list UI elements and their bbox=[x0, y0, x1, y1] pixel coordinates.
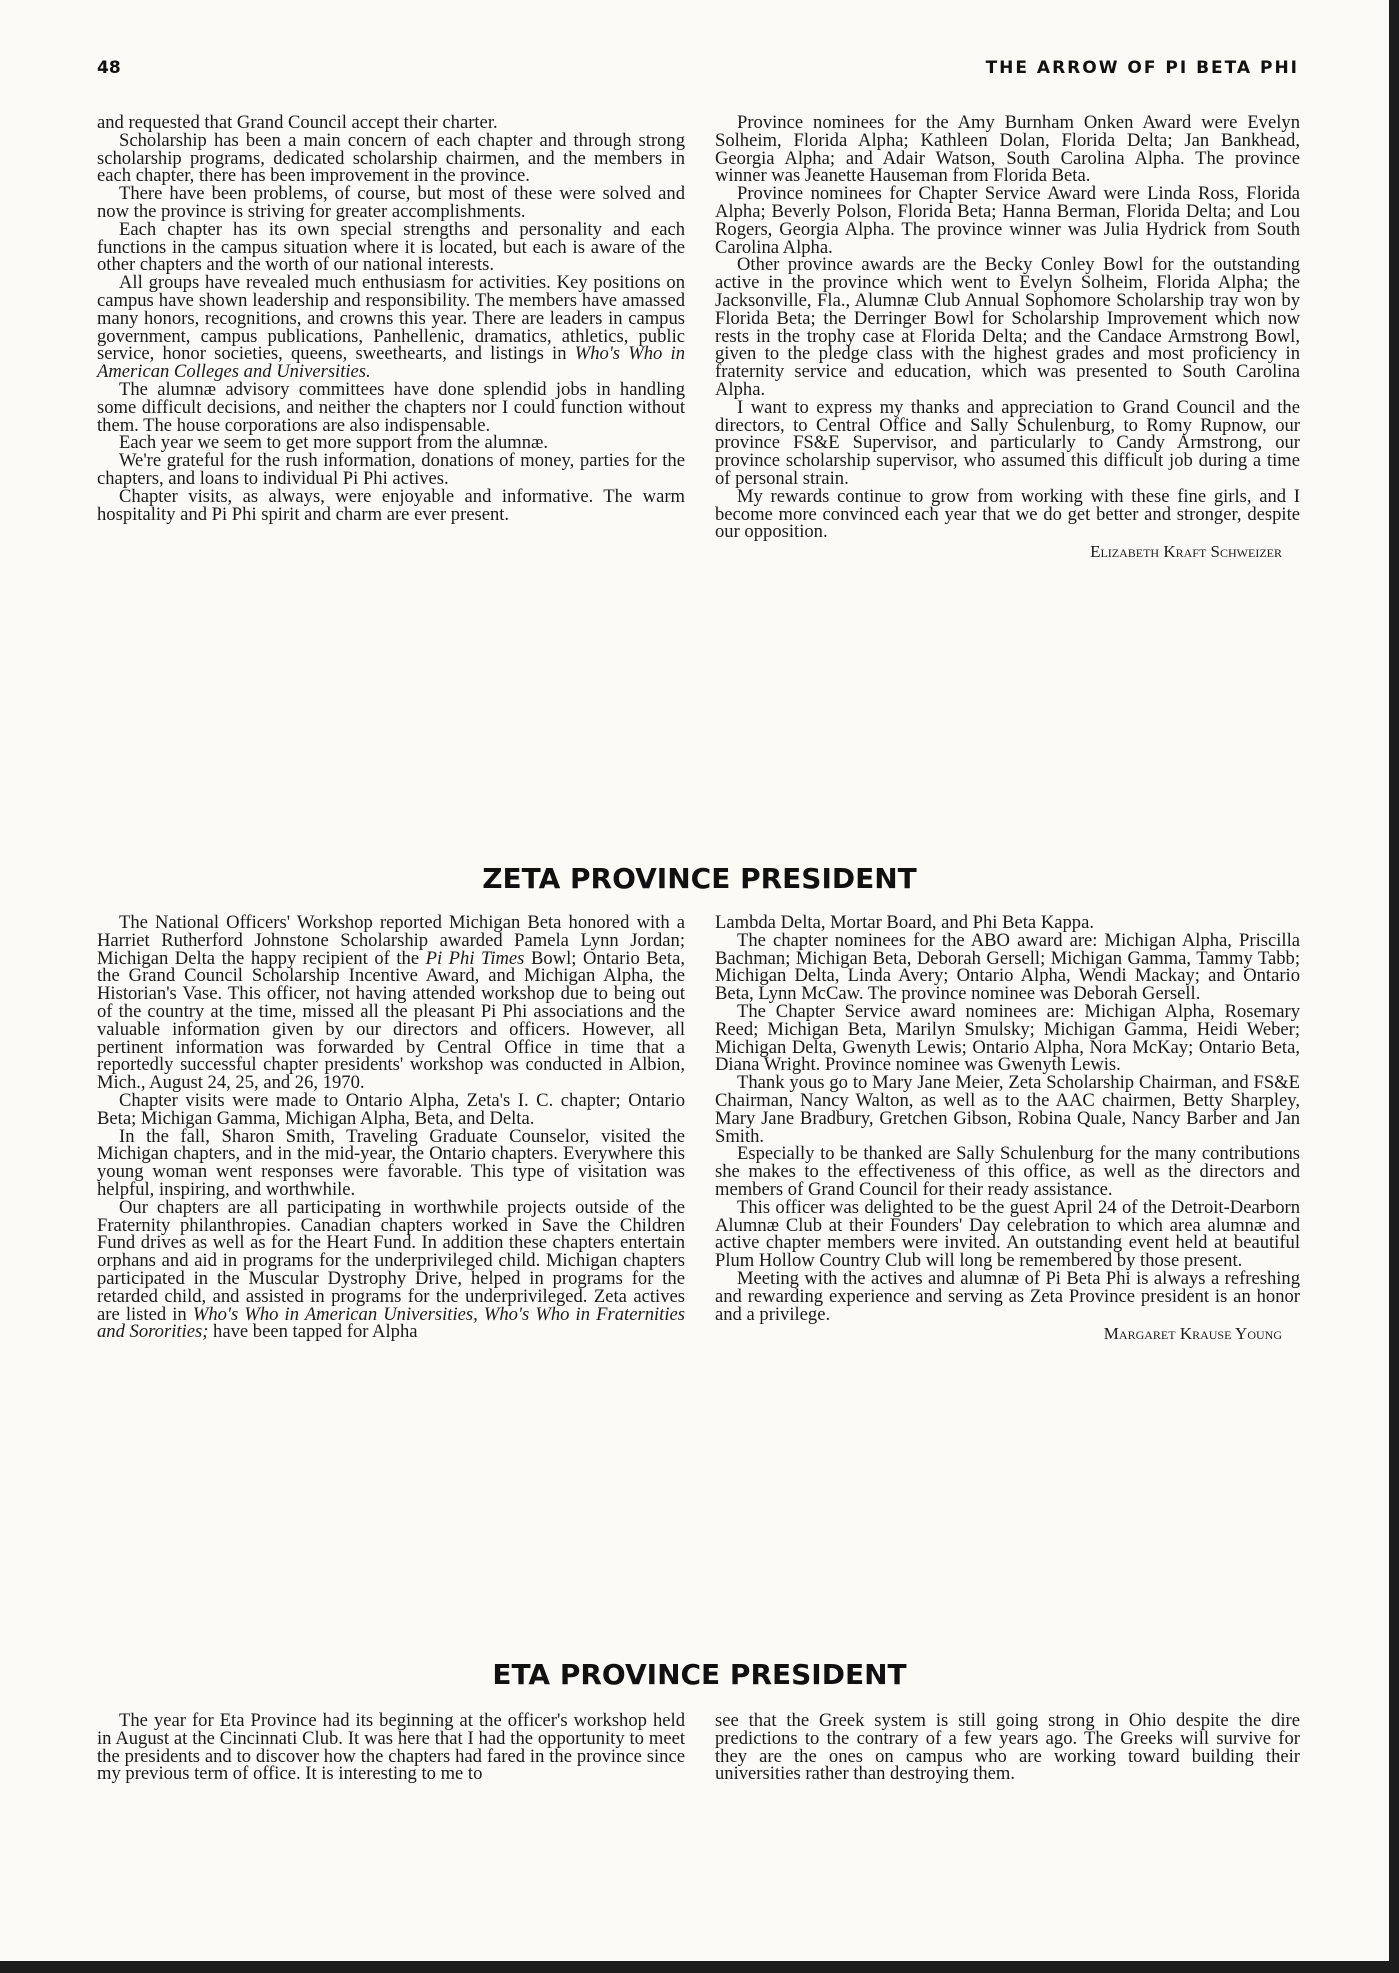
paragraph-text: Our chapters are all participating in worthwhile projects outside of the Fraternity philanthropies. Canadian chapters worked in Save the Children Fund drives as well as for the Heart Fund. In addition these chapters entertain orphans and aid in programs for the underprivileged child. Michigan chapters participated in the Muscular Dystrophy Drive, helped in programs for the retarded child, and assisted in programs for the underprivileged. Zeta actives are listed in bbox=[97, 1196, 685, 1325]
paragraph-text: The National Officers' Workshop reported Michigan Beta honored with a Harriet Rutherford Johnstone Scholarship awarded Pamela Lynn Jordan; Michigan Delta the happy recipient of the bbox=[97, 912, 685, 969]
signature: Elizabeth Kraft Schweizer bbox=[1090, 542, 1282, 562]
paragraph: Other province awards are the Becky Conley Bowl for the outstanding active in the province which went to Evelyn Solheim, Florida Alpha; the Jacksonville, Fla., Alumnæ Club Annual Sophomore Scholarship tray won by Florida Beta; the Derringer Bowl for Scholarship Improvement which now rests in the trophy case at Florida Delta; and the Candace Armstrong Bowl, given to the pledge class with the highest grades and most proficiency in fraternity service and education, which was presented to South Carolina Alpha. bbox=[715, 254, 1300, 400]
paragraph: I want to express my thanks and appreciation to Grand Council and the directors, to Central Office and Sally Schulenburg, to Romy Rupnow, our province FS&E Supervisor, and particularly to Candy Armstrong, our province scholarship supervisor, who assumed this difficult job during a time of personal strain. bbox=[715, 396, 1300, 489]
paragraph: Scholarship has been a main concern of each chapter and through strong scholarship programs, dedicated scholarship chairmen, and the members in each chapter, there has been improvement in the province. bbox=[97, 129, 685, 187]
zeta-right-column bbox=[715, 914, 1300, 1343]
paragraph: and requested that Grand Council accept their charter. bbox=[97, 112, 498, 133]
paragraph: Especially to be thanked are Sally Schulenburg for the many contributions she makes to the effectiveness of this office, as well as the directors and members of Grand Council for their ready assistance. bbox=[715, 1143, 1300, 1200]
paragraph: Thank yous go to Mary Jane Meier, Zeta Scholarship Chairman, and FS&E Chairman, Nancy Walton, as well as to the AAC chairmen, Betty Sharpley, Mary Jane Bradbury, Gretchen Gibson, Robina Quale, Nancy Barber and Jan Smith. bbox=[715, 1072, 1300, 1147]
paragraph-text: All groups have revealed much enthusiasm for activities. Key positions on campus have shown leadership and responsibility. The members have amassed many honors, recognitions, and crowns this year. There are leaders in campus government, campus publications, Panhellenic, dramatics, athletics, public service, honor societies, queens, sweethearts, and listings in bbox=[97, 272, 685, 365]
publication-title: Who's Who in American Colleges and Universities. bbox=[97, 343, 685, 383]
paragraph: Chapter visits were made to Ontario Alpha, Zeta's I. C. chapter; Ontario Beta; Michigan Gamma, Michigan Alpha, Beta, and Delta. bbox=[97, 1089, 685, 1129]
eta-left-column bbox=[97, 1712, 685, 1783]
top-left-column bbox=[97, 114, 685, 523]
paragraph: The Chapter Service award nominees are: Michigan Alpha, Rosemary Reed; Michigan Beta, Marilyn Smulsky; Michigan Gamma, Heidi Weber; Michigan Delta, Gwenyth Lewis; Ontario Alpha, Nora McKay; Ontario Beta, Diana Wright. Province nominee was Gwenyth Lewis. bbox=[715, 1000, 1300, 1076]
paragraph: Province nominees for the Amy Burnham Onken Award were Evelyn Solheim, Florida Alpha; Kathleen Dolan, Florida Delta; Jan Bankhead, Georgia Alpha; and Adair Watson, South Carolina Alpha. The province winner was Jeanette Hauseman from Florida Beta. bbox=[715, 112, 1300, 187]
paragraph bbox=[97, 1196, 685, 1343]
paragraph bbox=[97, 914, 685, 1092]
paragraph: Province nominees for Chapter Service Award were Linda Ross, Florida Alpha; Beverly Polson, Florida Beta; Hanna Berman, Florida Delta; and Lou Rogers, Georgia Alpha. The province winner was Julia Hydrick from South Carolina Alpha. bbox=[715, 183, 1300, 258]
paragraph: see that the Greek system is still going strong in Ohio despite the dire predictions to the contrary of a few years ago. The Greeks will survive for they are the ones on campus who are working toward building their universities rather than destroying them. bbox=[715, 1710, 1300, 1785]
section-heading-zeta: ZETA PROVINCE PRESIDENT bbox=[482, 862, 917, 895]
paragraph: The alumnæ advisory committees have done splendid jobs in handling some difficult decisions, and neither the chapters nor I could function without them. The house corporations are also indispensable. bbox=[97, 378, 685, 436]
running-title: THE ARROW OF PI BETA PHI bbox=[985, 58, 1299, 78]
section-heading-eta: ETA PROVINCE PRESIDENT bbox=[492, 1658, 907, 1691]
paragraph: The year for Eta Province had its beginning at the officer's workshop held in August at the Cincinnati Club. It was here that I had the opportunity to meet the presidents and to discover how the chapters had fared in the province since my previous term of office. It is interesting to me to bbox=[97, 1710, 685, 1785]
paragraph: Chapter visits, as always, were enjoyable and informative. The warm hospitality and Pi Phi spirit and charm are ever present. bbox=[97, 485, 685, 525]
page-number: 48 bbox=[97, 58, 121, 78]
paragraph: There have been problems, of course, but most of these were solved and now the province is striving for greater accomplishments. bbox=[97, 183, 685, 222]
paragraph: We're grateful for the rush information, donations of money, parties for the chapters, and loans to individual Pi Phi actives. bbox=[97, 450, 685, 489]
signature: Margaret Krause Young bbox=[1103, 1324, 1282, 1344]
paragraph-text: have been tapped for Alpha bbox=[213, 1321, 418, 1343]
publication-title: Who's Who in American Universities, Who's Who in Fraternities and Sororities; bbox=[97, 1303, 685, 1343]
paragraph: Meeting with the actives and alumnæ of Pi Beta Phi is always a refreshing and rewarding experience and serving as Zeta Province president is an honor and a privilege. bbox=[715, 1267, 1300, 1325]
paragraph: Each chapter has its own special strengths and personality and each functions in the campus situation where it is located, but each is aware of the other chapters and the worth of our national interests. bbox=[97, 218, 685, 276]
paragraph: In the fall, Sharon Smith, Traveling Graduate Counselor, visited the Michigan chapters, and in the mid-year, the Ontario chapters. Everywhere this young woman went responses were favorable. This type of visitation was helpful, inspiring, and worthwhile. bbox=[97, 1125, 685, 1200]
zeta-left-column bbox=[97, 914, 685, 1341]
publication-title: Pi Phi Times bbox=[425, 947, 525, 969]
paragraph bbox=[97, 274, 685, 381]
paragraph: The chapter nominees for the ABO award are: Michigan Alpha, Priscilla Bachman; Michigan Beta, Deborah Gersell; Michigan Gamma, Tammy Tabb; Michigan Delta, Linda Avery; Ontario Alpha, Wendi Mackay; and Ontario Beta, Lynn McCaw. The province nominee was Deborah Gersell. bbox=[715, 929, 1300, 1005]
eta-right-column bbox=[715, 1712, 1300, 1783]
paragraph: This officer was delighted to be the guest April 24 of the Detroit-Dearborn Alumnæ Club at their Founders' Day celebration to which area alumnæ and active chapter members were invited. An outstanding event held at beautiful Plum Hollow Country Club will long be remembered by those present. bbox=[715, 1196, 1300, 1272]
paragraph-text: Bowl; Ontario Beta, the Grand Council Scholarship Incentive Award, and Michigan Alpha, the Historian's Vase. This officer, not having attended workshop due to being out of the country at the time, missed all the pleasant Pi Phi associations and the valuable information given by our directors and officers. However, all pertinent information was forwarded by Central Office in time that a reportedly successful chapter presidents' workshop was conducted in Albion, Mich., August 24, 25, and 26, 1970. bbox=[97, 947, 685, 1094]
top-right-column bbox=[715, 114, 1300, 561]
paragraph: Lambda Delta, Mortar Board, and Phi Beta Kappa. bbox=[715, 912, 1094, 933]
paragraph: Each year we seem to get more support from the alumnæ. bbox=[119, 432, 549, 454]
paragraph: My rewards continue to grow from working with these fine girls, and I become more convinced each year that we do get better and stronger, despite our opposition. bbox=[715, 485, 1300, 543]
scan-edge-bottom bbox=[0, 1961, 1399, 1973]
